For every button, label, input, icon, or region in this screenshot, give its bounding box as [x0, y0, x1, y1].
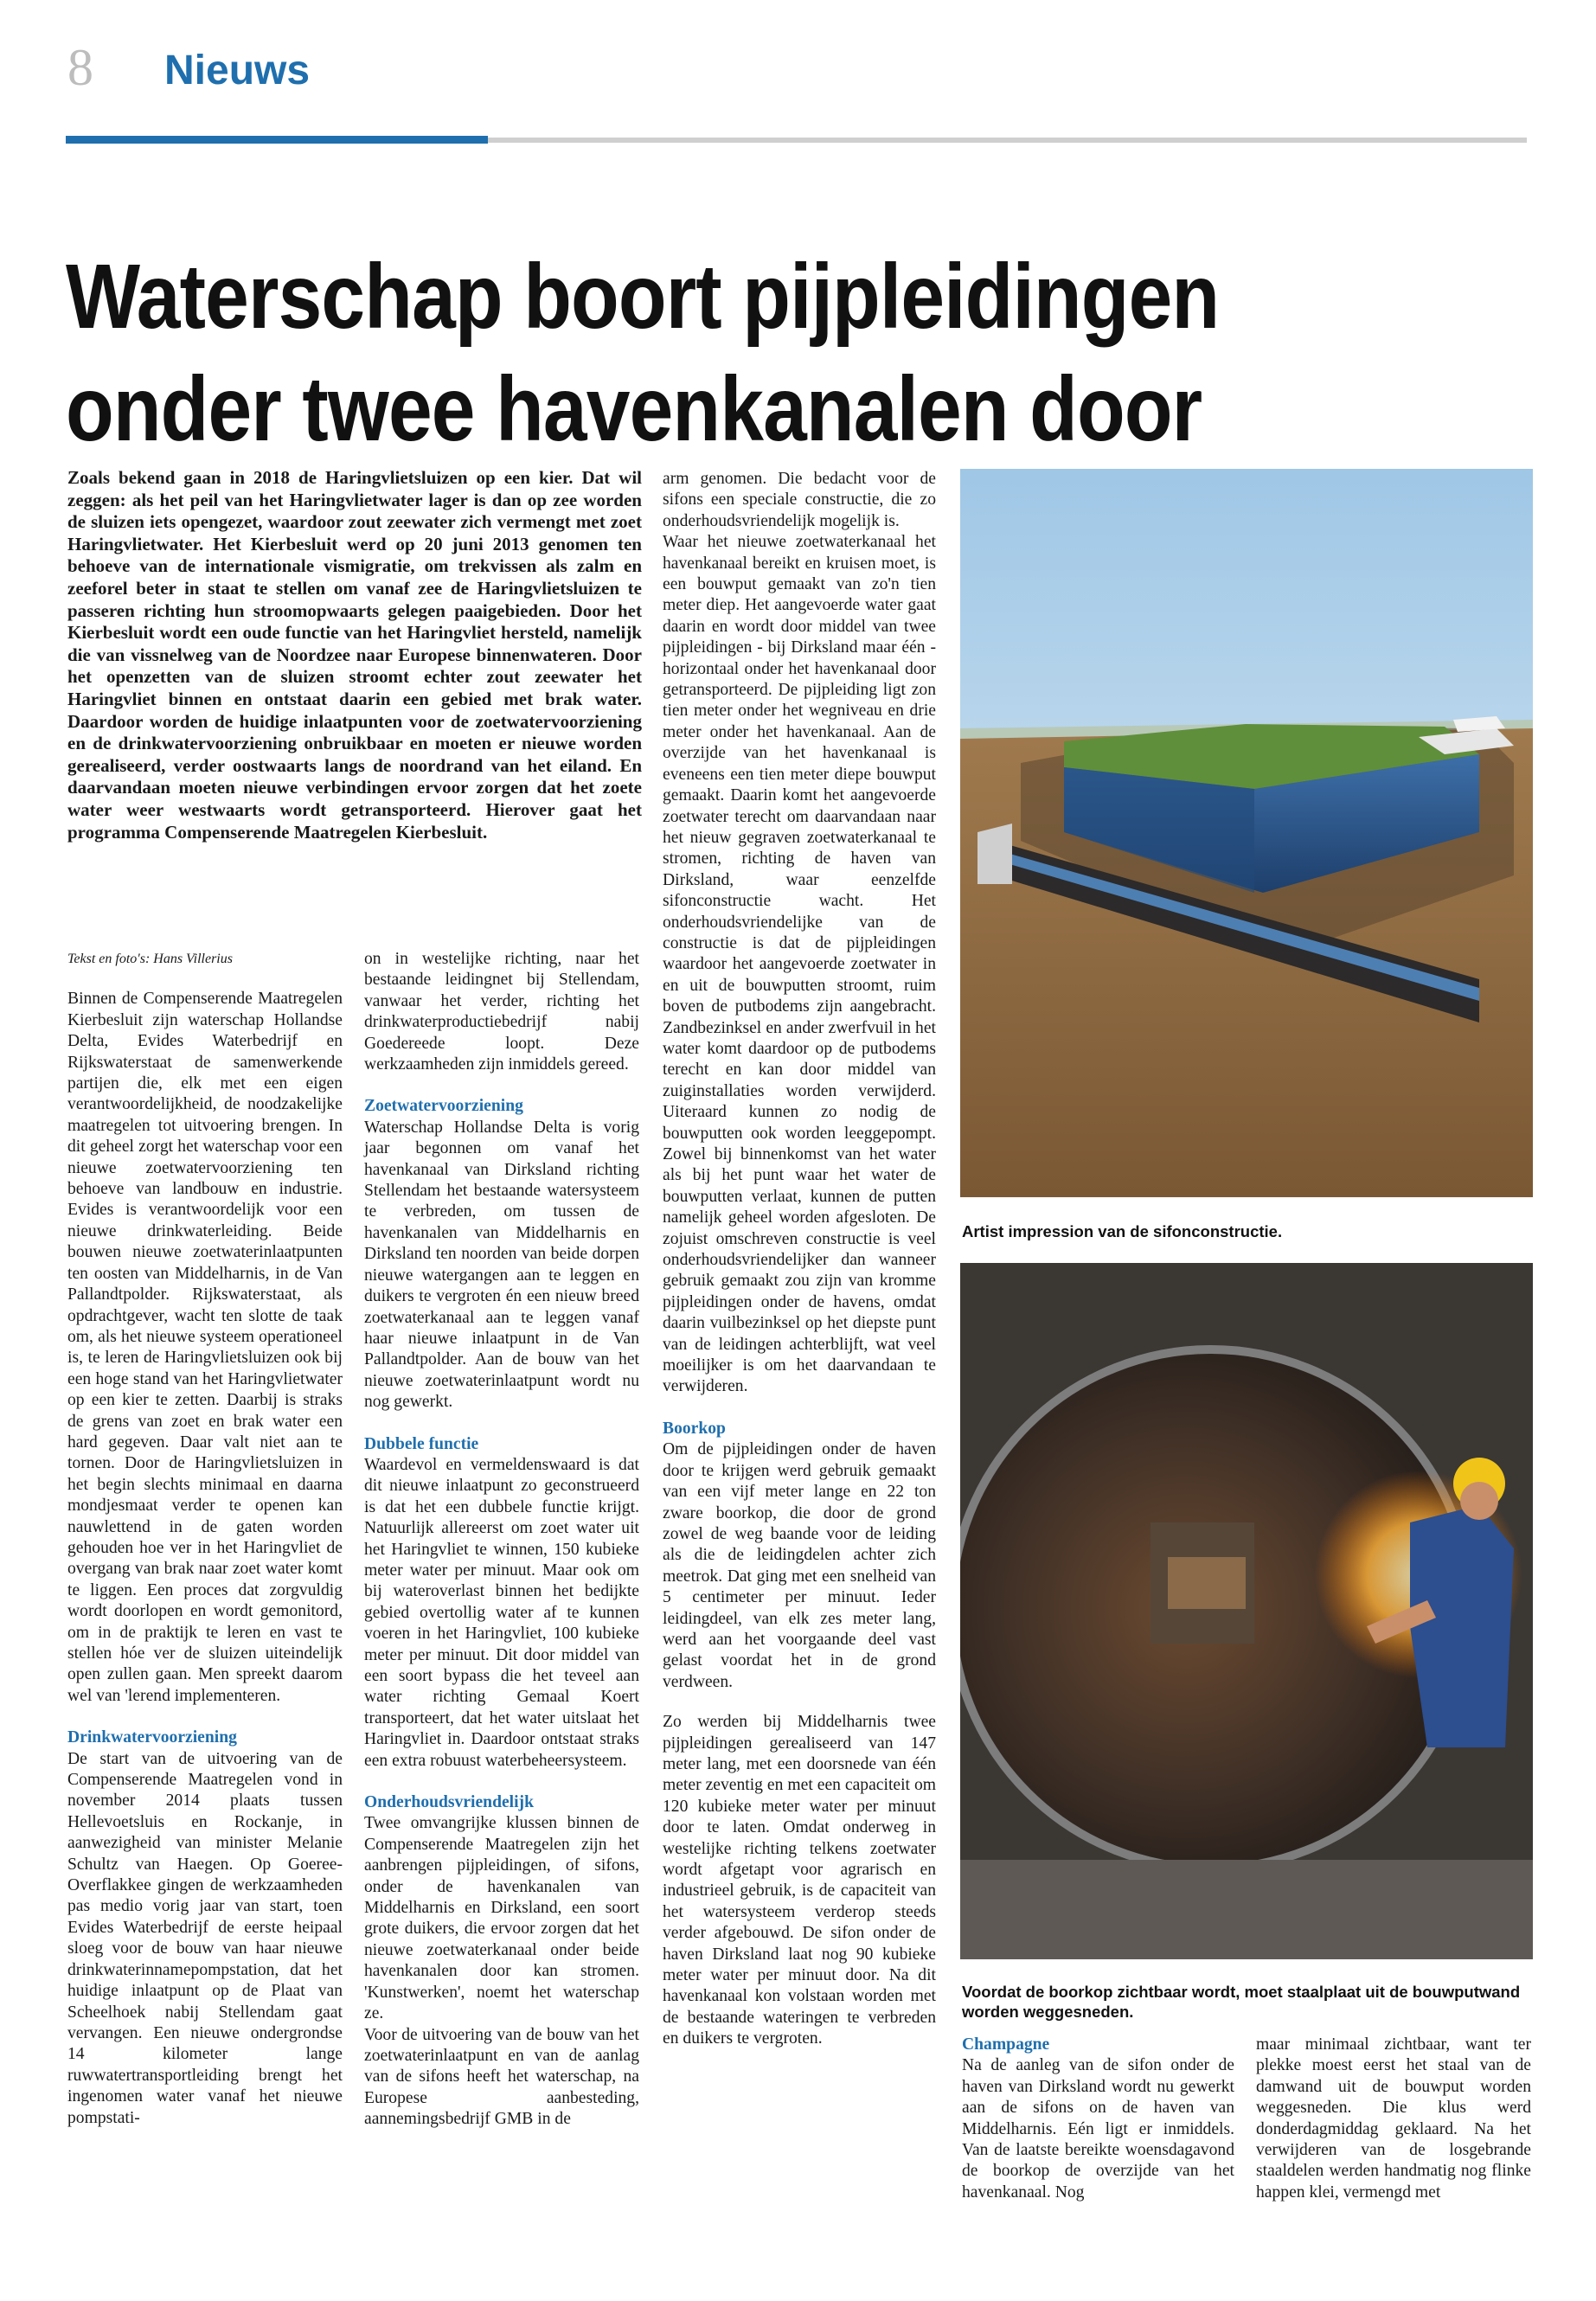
body-paragraph: Waardevol en vermeldenswaard is dat dit nieuwe inlaatpunt zo geconstrueerd is dat het een dubbele functie krijgt. Natuurlijk allereerst om zoet water uit het Haringvliet te winnen, 150 kubieke meter water per minuut. Maar ook om bij wateroverlast binnen het bedijkte gebied overtollig water af te kunnen voeren in het Haringvliet, 100 kubieke meter per minuut. Dit door middel van een soort bypass die het teveel aan water richting Gemaal Koert transporteert, dat het water uitslaat het Haringvliet in. Daardoor ontstaat straks een extra robuust waterbeheersysteem.	[364, 1455, 639, 1770]
body-paragraph: Waar het nieuwe zoetwaterkanaal het havenkanaal bereikt en kruisen moet, is een bouwput gemaakt van zo'n tien meter diep. Het aangevoerde water gaat daarin en wordt door middel van twee pijpleidingen - bij Dirksland maar één - horizontaal onder het havenkanaal door getransporteerd. De pijpleiding ligt zon tien meter onder het wegniveau en drie meter onder het havenkanaal. Aan de overzijde van het havenkanaal is eveneens een tien meter diepe bouwput gemaakt. Daarin komt het aangevoerde zoetwater terecht om daarvandaan naar het nieuw gegraven zoetwaterkanaal te stromen, richting de haven van Dirksland, waar eenzelfde sifonconstructie wacht. Het onderhoudsvriendelijke van de constructie is dat de pijpleidingen waardoor het aangevoerde zoetwater in en uit de bouwputten stroomt, ruim boven de putbodems zijn aangebracht. Zandbezinksel en ander zwerfvuil in het water komt daardoor op de putbodems terecht en kan door middel van zuiginstallaties worden verwijderd. Uiteraard kunnen zo nodig de bouwputten ook worden leeggepompt. Zowel bij binnenkomst van het water als bij het punt waar het water de bouwputten verlaat, kunnen de putten namelijk geheel worden afgesloten. De zojuist omschreven constructie is veel onderhoudsvriendelijker dan wanneer gebruik gemaakt zou zijn van kromme pijpleidingen onder de havens, omdat daarin vuilbezinksel op het diepste punt van de leidingen achterblijft, wat veel moeilijker is om het daarvandaan te verwijderen.	[663, 533, 936, 1396]
body-paragraph: Na de aanleg van de sifon onder de haven van Dirksland wordt nu gewerkt aan de sifons on de haven van Middelharnis. Eén ligt er inmiddels. Van de laatste bereikte woensdagavond de boorkop de overzijde van het havenkanaal. Nog	[962, 2056, 1234, 2202]
column-2	[364, 949, 639, 2131]
subheading-onderhoudsvriendelijk: Onderhoudsvriendelijk	[364, 1793, 534, 1812]
header-rule-grey	[488, 138, 1527, 143]
photo-caption: Artist impression van de sifonconstructie.	[962, 1221, 1283, 1240]
body-paragraph: Binnen de Compenserende Maatregelen Kierbesluit zijn waterschap Hollandse Delta, Evides Waterbedrijf en Rijkswaterstaat de samenwerkende partijen die, elk met een eigen verantwoordelijkheid, de noodzakelijke maatregelen tot uitvoering brengen. In dit geheel zorgt het waterschap voor een nieuwe zoetwatervoorziening ten behoeve van landbouw en industrie. Evides is verantwoordelijk voor een nieuwe drinkwaterleiding. Beide bouwen nieuwe zoetwaterinlaatpunten ten oosten van Middelharnis, in de Van Pallandtpolder. Rijkswaterstaat, als opdrachtgever, wacht ten slotte de taak om, als het nieuwe systeem operationeel is, te leren de Haringvlietsluizen ook bij een hoge stand van het Haringvlietwater op een kier te zetten. Daarbij is straks de grens van zoet en brak water een hard gegeven. Daar valt niet aan te tornen. Door de Haringvlietsluizen in het begin slechts minimaal en daarna mondjesmaat verder te openen kan nauwlettend in de gaten worden gehouden hoe ver in het Haringvliet de overgang van brak naar zoet water komt te liggen. Een proces dat zorgvuldig wordt doorlopen en wordt gemonitord, om in de praktijk te leren en vast te stellen hóe ver de sluizen uiteindelijk open zullen gaan. Men spreekt daarom wel van 'lerend implementeren.	[67, 990, 343, 1705]
photo-credit: Tekst en foto's: Hans Villerius	[67, 952, 233, 966]
body-paragraph: Waterschap Hollandse Delta is vorig jaar begonnen om vanaf het havenkanaal van Dirksland richting Stellendam het bestaande watersysteem te verbreden, om tussen de havenkanalen van Middelharnis en Dirksland ten noorden van beide dorpen nieuwe watergangen aan te leggen en duikers te vergroten én een nieuw breed zoetwaterkanaal aan te leggen vanaf haar nieuwe inlaatpunt in de Van Pallandtpolder. Aan de bouw van het nieuwe zoetwaterinlaatpunt wordt nu nog gewerkt.	[364, 1118, 639, 1412]
body-paragraph: Twee omvangrijke klussen binnen de Compenserende Maatregelen zijn het aanbrengen pijpleidingen, of sifons, onder de havenkanalen van Middelharnis en Dirksland, een soort grote duikers, die ervoor zorgen dat het nieuwe zoetwaterkanaal onder beide havenkanalen door kan stromen. 'Kunstwerken', noemt het waterschap ze.	[364, 1814, 639, 2023]
subheading-drinkwatervoorziening: Drinkwatervoorziening	[67, 1728, 237, 1747]
body-paragraph: Zo werden bij Middelharnis twee pijpleidingen gerealiseerd van 147 meter lang, met een doorsnede van één meter zeventig en met een capaciteit om 120 kubieke meter water per minuut door te laten. Omdat onderweg in westelijke richting telkens zoetwater wordt afgetapt voor agrarisch en industrieel gebruik, is de capaciteit van het watersysteem verderop steeds verder afgebouwd. De sifon onder de haven Dirksland laat nog 90 kubieke meter water per minuut door. Na dit havenkanaal kon volstaan worden met de bestaande wateringen te verbreden en duikers te vergroten.	[663, 1713, 936, 2048]
body-paragraph: maar minimaal zichtbaar, want ter plekke moest eerst het staal van de damwand uit de bouwput worden weggesneden. Die klus werd donderdagmiddag geklaard. Na het verwijderen van de losgebrande staaldelen werden handmatig nog flinke happen klei, vermengd met	[1256, 2035, 1531, 2202]
column-1	[67, 949, 343, 2129]
body-paragraph: Om de pijpleidingen onder de haven door te krijgen werd gebruik gemaakt van een vijf meter lange en 22 ton zware boorkop, die door de grond zowel de weg baande voor de leiding als die de leidingdelen achter zich meetrok. Dat ging met een snelheid van 5 centimeter per minuut. Ieder leidingdeel, van elk zes meter lang, werd aan het voorgaande deel vast gelast voordat het in de grond verdween.	[663, 1440, 936, 1691]
column-5	[1256, 2035, 1531, 2203]
body-paragraph: Voor de uitvoering van de bouw van het zoetwaterinlaatpunt en van de aanlag van de sifons heeft het waterschap, na Europese aanbesteding, aannemingsbedrijf GMB in de	[364, 2025, 639, 2129]
column-4	[962, 2035, 1234, 2203]
lead-paragraph: Zoals bekend gaan in 2018 de Haringvlietsluizen op een kier. Dat wil zeggen: als het peil van het Haringvlietwater lager is dan op zee worden de sluizen iets opengezet, waardoor zout zeewater zich vermengt met zoet Haringvlietwater. Het Kierbesluit werd op 20 juni 2013 genomen ten behoeve van de internationale vismigratie, om trekvissen als zalm en zeeforel beter in staat te stellen om vanaf zee de Haringvlietsluizen te passeren richting hun stroomopwaarts gelegen paaigebieden. Door het Kierbesluit wordt een oude functie van het Haringvliet hersteld, namelijk die van vissnelweg van de Noordzee naar Europese binnenwateren. Door het openzetten van de sluizen stroomt echter zout zeewater het Haringvliet binnen en ontstaat daarin een gebied met brak water. Daardoor worden de huidige inlaatpunten voor de zoetwatervoorziening en de drinkwatervoorziening onbruikbaar en moeten er nieuwe worden gerealiseerd, verder oostwaarts langs de noordrand van het eiland. En daarvandaan moeten nieuwe verbindingen ervoor zorgen dat het zoete water weer westwaarts wordt getransporteerd. Hierover gaat het programma Compenserende Maatregelen Kierbesluit.	[67, 467, 642, 843]
headline: Waterschap boort pijpleidingen onder twee havenkanalen door	[66, 246, 1220, 460]
subheading-dubbele-functie: Dubbele functie	[364, 1434, 479, 1453]
subheading-zoetwatervoorziening: Zoetwatervoorziening	[364, 1097, 523, 1116]
body-paragraph: arm genomen. Die bedacht voor de sifons een speciale constructie, die zo onderhoudsvriendelijk mogelijk is.	[663, 470, 936, 530]
column-3	[663, 469, 936, 2050]
photo-boorkop	[960, 1263, 1533, 1959]
page-number: 8	[67, 39, 93, 96]
subheading-boorkop: Boorkop	[663, 1419, 726, 1438]
section-label: Nieuws	[164, 48, 311, 93]
subheading-champagne: Champagne	[962, 2035, 1050, 2054]
header-rule-blue	[66, 136, 488, 144]
photo-artist-impression	[960, 469, 1533, 1197]
photo-caption: Voordat de boorkop zichtbaar wordt, moet staalplaat uit de bouwputwand worden weggesneden.	[962, 1982, 1521, 2021]
body-paragraph: De start van de uitvoering van de Compenserende Maatregelen vond in november 2014 plaats tussen Hellevoetsluis en Rockanje, in aanwezigheid van minister Melanie Schultz van Haegen. Op Goeree-Overflakkee gingen de werkzaamheden pas medio vorig jaar van start, toen Evides Waterbedrijf de eerste heipaal sloeg voor de bouw van haar nieuwe drinkwaterinnamepompstation, dat het huidige inlaatpunt op de Plaat van Scheelhoek nabij Stellendam gaat vervangen. Een nieuwe ondergrondse 14 kilometer lange ruwwatertransportleiding brengt het ingenomen water vanaf het nieuwe pompstati-	[67, 1749, 343, 2127]
body-paragraph: on in westelijke richting, naar het bestaande leidingnet bij Stellendam, vanwaar het verder, richting het drinkwaterproductiebedrijf nabij Goedereede loopt. Deze werkzaamheden zijn inmiddels gereed.	[364, 950, 639, 1074]
